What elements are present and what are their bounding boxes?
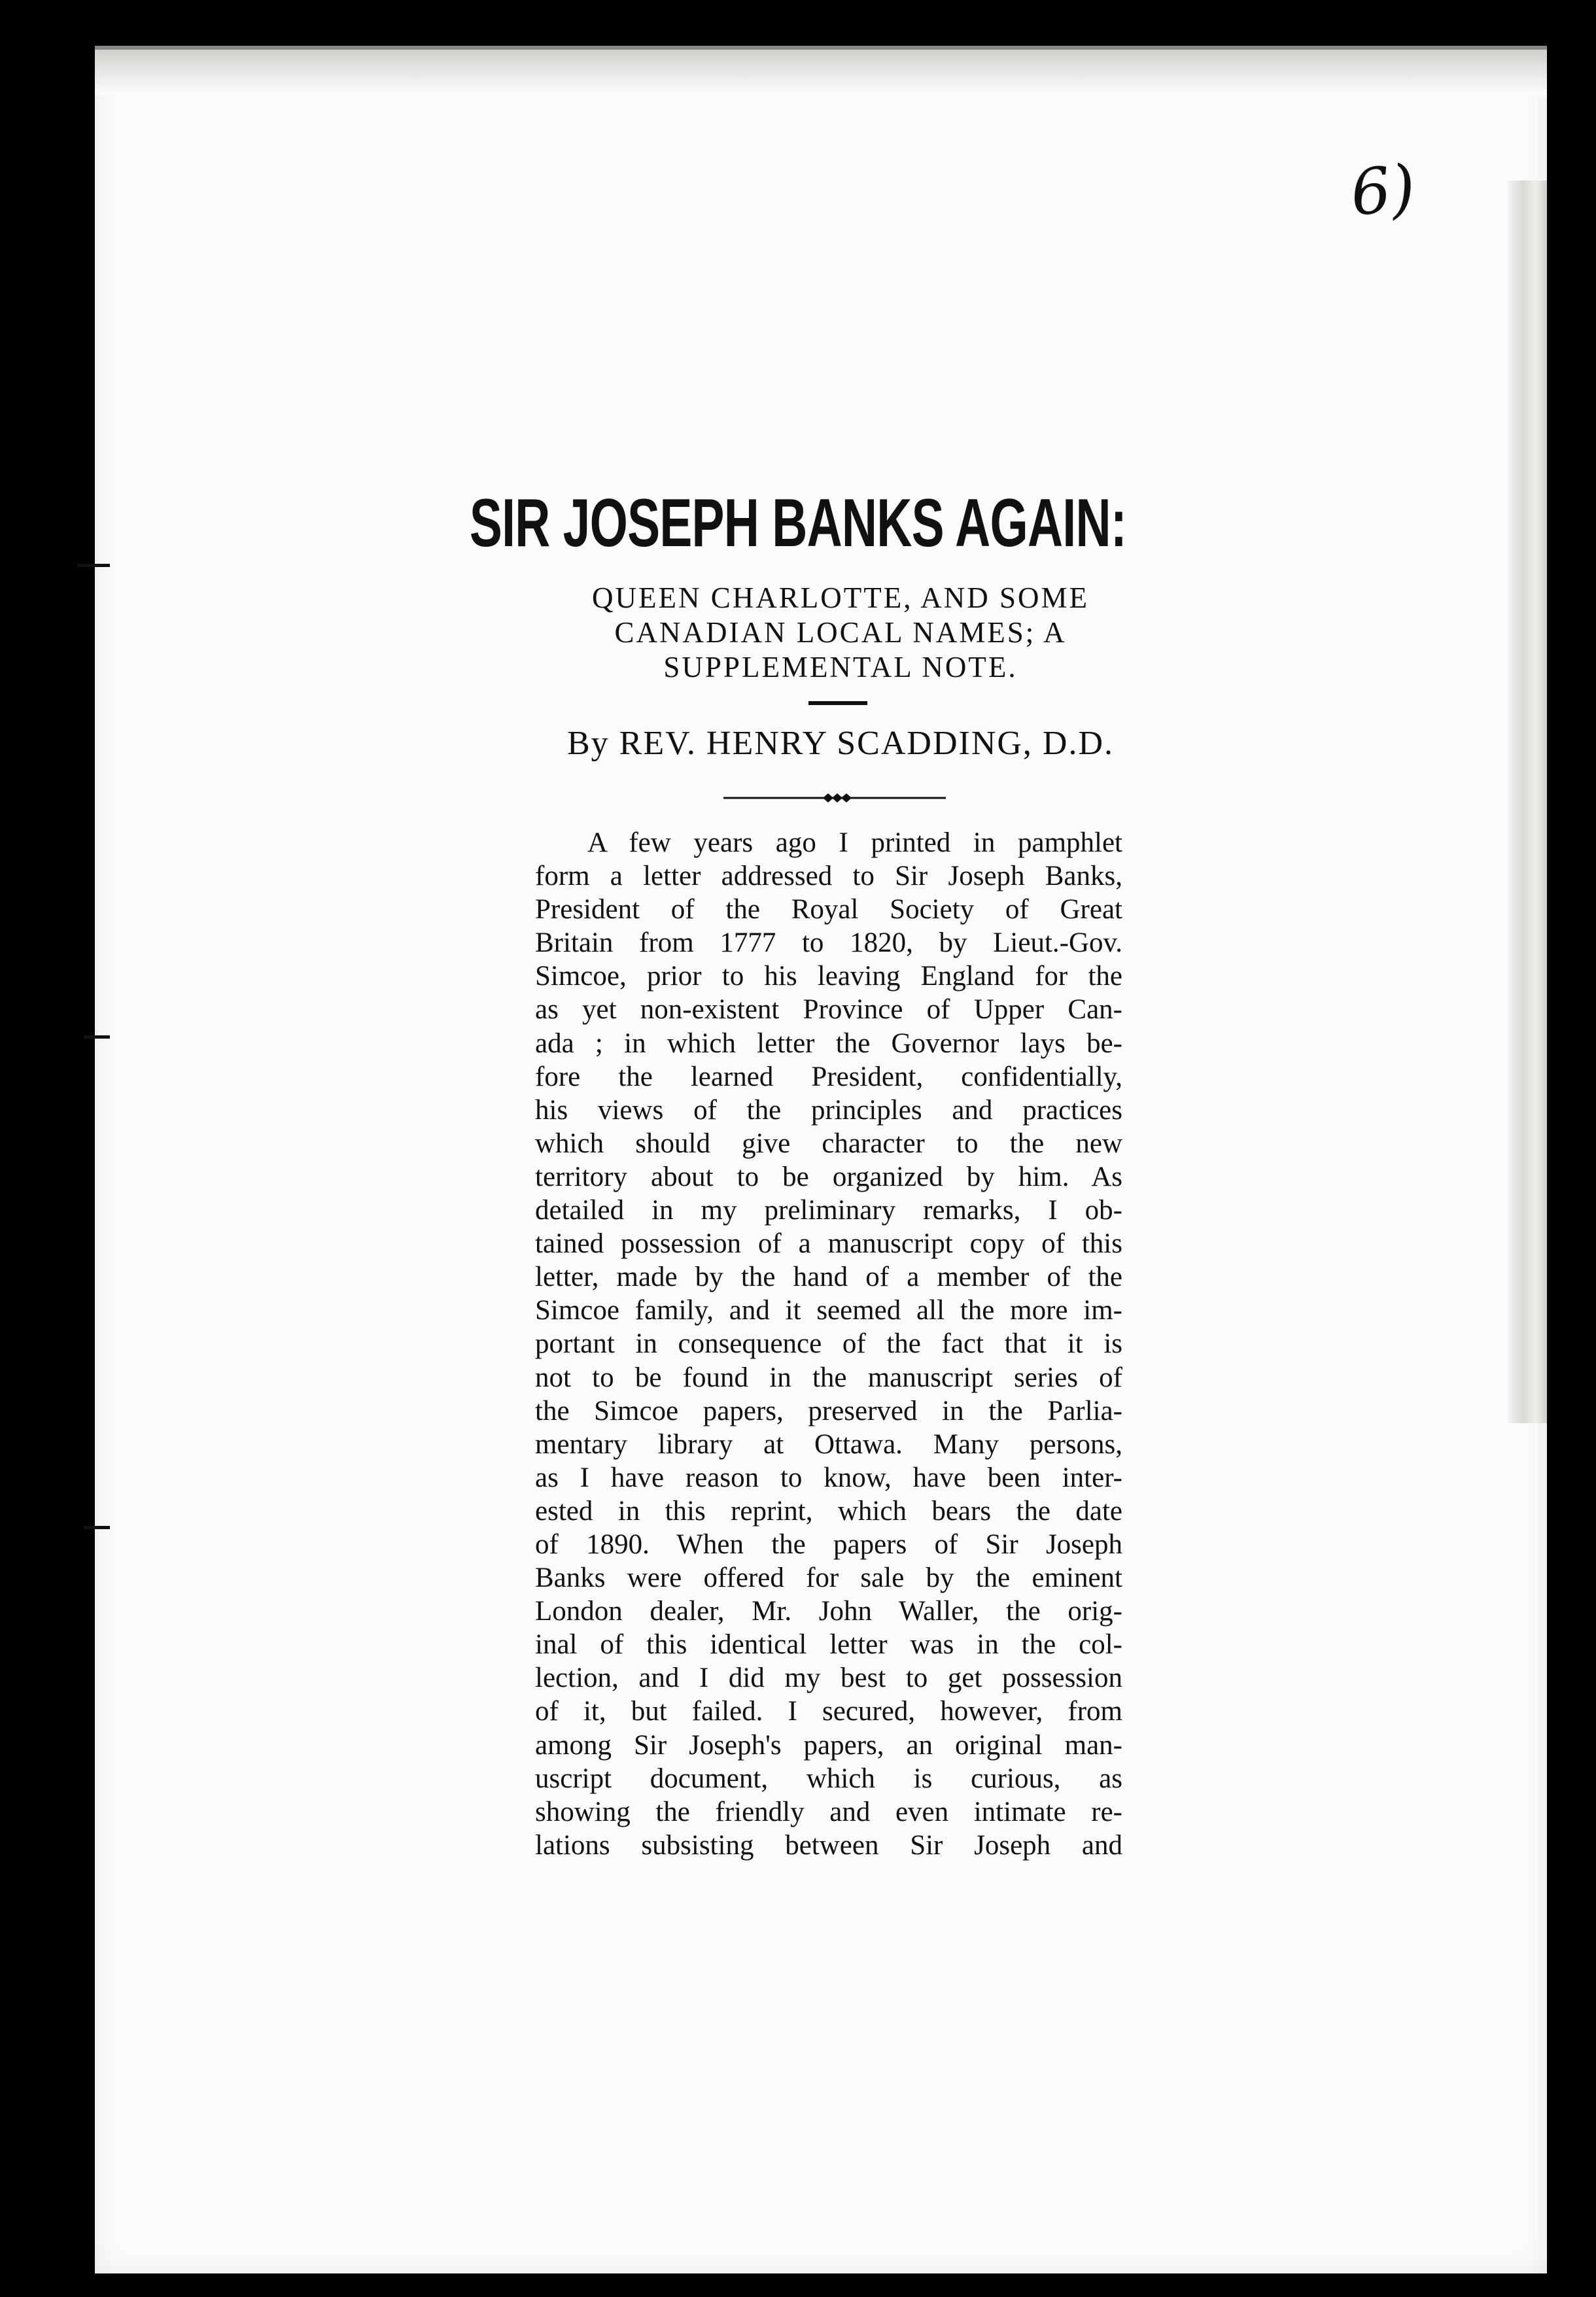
folio-number: 6): [1347, 150, 1419, 230]
paper-top-edge: [95, 50, 1547, 95]
title-divider-rule: [808, 701, 867, 705]
body-line: which should give character to the new: [535, 1128, 1122, 1159]
body-line: ada ; in which letter the Governor lays be-: [535, 1028, 1122, 1059]
body-line: showing the friendly and even intimate re-: [535, 1796, 1122, 1827]
body-line: lection, and I did my best to get possession: [535, 1663, 1122, 1694]
body-line: among Sir Joseph's papers, an original man-: [535, 1729, 1122, 1761]
margin-tick-left-2: [84, 1035, 110, 1039]
body-line: the Simcoe papers, preserved in the Parlia-: [535, 1395, 1122, 1426]
body-line: lations subsisting between Sir Joseph and: [535, 1829, 1122, 1861]
body-line: inal of this identical letter was in the col-: [535, 1629, 1122, 1661]
margin-tick-left-1: [77, 564, 110, 567]
body-line: Simcoe family, and it seemed all the more im-: [535, 1295, 1122, 1326]
body-line: fore the learned President, confidentially,: [535, 1061, 1122, 1092]
body-line: form a letter addressed to Sir Joseph Banks,: [535, 861, 1122, 892]
body-line: of it, but failed. I secured, however, from: [535, 1696, 1122, 1727]
body-line: territory about to be organized by him. As: [535, 1161, 1122, 1192]
body-line: tained possession of a manuscript copy of this: [535, 1228, 1122, 1260]
body-line: detailed in my preliminary remarks, I ob-: [535, 1195, 1122, 1226]
body-line: letter, made by the hand of a member of the: [535, 1262, 1122, 1293]
body-line: of 1890. When the papers of Sir Joseph: [535, 1528, 1122, 1560]
body-line: President of the Royal Society of Great: [535, 894, 1122, 925]
body-line: Britain from 1777 to 1820, by Lieut.-Gov.: [535, 927, 1122, 959]
paper-right-edge: [1508, 181, 1547, 1423]
document-subtitle: QUEEN CHARLOTTE, AND SOME CANADIAN LOCAL NAMES; A SUPPLEMENTAL NOTE.: [592, 581, 1089, 683]
body-line: uscript document, which is curious, as: [535, 1763, 1122, 1794]
body-line: Banks were offered for sale by the eminent: [535, 1563, 1122, 1594]
body-line: Simcoe, prior to his leaving England for the: [535, 961, 1122, 992]
body-line: his views of the principles and practices: [535, 1094, 1122, 1126]
author-byline: By REV. HENRY SCADDING, D.D.: [566, 725, 1115, 762]
body-line: as yet non-existent Province of Upper Can-: [535, 994, 1122, 1026]
margin-tick-left-3: [84, 1526, 110, 1529]
ornamental-rule: [723, 791, 946, 804]
body-line: not to be found in the manuscript series of: [535, 1362, 1122, 1393]
body-line: A few years ago I printed in pamphlet: [587, 827, 1122, 858]
body-line: ested in this reprint, which bears the date: [535, 1495, 1122, 1527]
document-title: SIR JOSEPH BANKS AGAIN:: [469, 485, 1127, 561]
body-line: portant in consequence of the fact that it is: [535, 1328, 1122, 1360]
body-paragraph: [535, 826, 1122, 1862]
body-line: London dealer, Mr. John Waller, the orig-: [535, 1596, 1122, 1627]
body-line: mentary library at Ottawa. Many persons,: [535, 1428, 1122, 1460]
body-line: as I have reason to know, have been inter-: [535, 1462, 1122, 1493]
